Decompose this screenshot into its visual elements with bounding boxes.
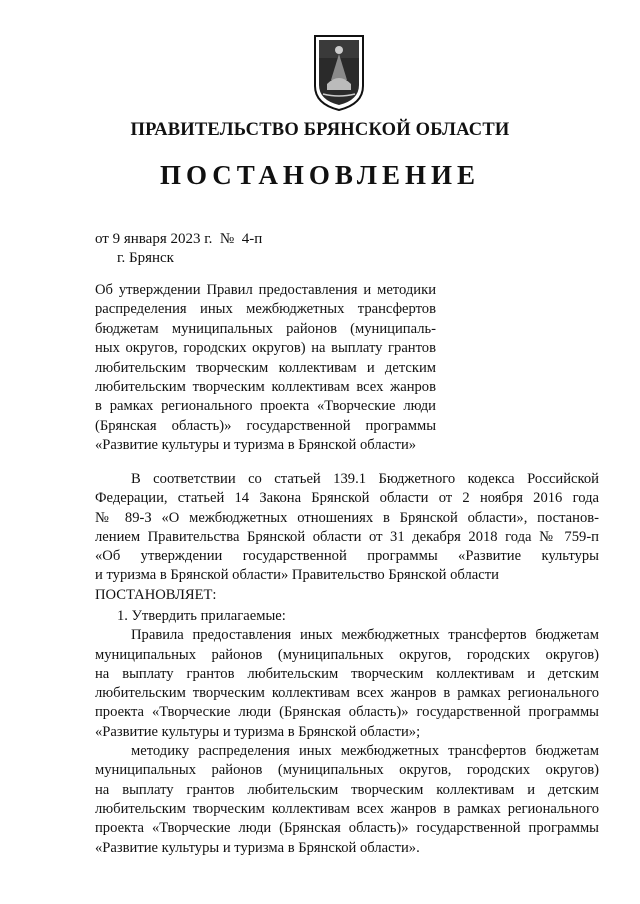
- method-line: любительским творческим коллективам всех жанров в рамках регионального: [95, 800, 599, 817]
- rules-line: на выплату грантов любительским творческим коллективам и детским: [95, 665, 599, 682]
- preamble-paragraph: [95, 470, 599, 605]
- subject-line: «Развитие культуры и туризма в Брянской области»: [95, 437, 417, 454]
- subject-line: любительским творческим коллективам и детским: [95, 359, 436, 376]
- point-1: 1. Утвердить прилагаемые:: [117, 608, 286, 624]
- subject-line: в рамках регионального проекта «Творческие люди: [95, 398, 436, 415]
- preamble-line: В соответствии со статьей 139.1 Бюджетного кодекса Российской: [131, 471, 599, 487]
- city: г. Брянск: [117, 250, 174, 266]
- preamble-line: Федерации, статьей 14 Закона Брянской области от 2 ноября 2016 года: [95, 490, 599, 507]
- subject-line: любительским творческим коллективам всех жанров: [95, 379, 436, 396]
- resolution-items: [95, 607, 599, 858]
- resolves-word: ПОСТАНОВЛЯЕТ:: [95, 586, 217, 603]
- preamble-line: № 89-З «О межбюджетных отношениях в Брянской области», постанов-: [95, 509, 599, 526]
- document-subject: [95, 281, 436, 456]
- organization-title: ПРАВИТЕЛЬСТВО БРЯНСКОЙ ОБЛАСТИ: [130, 120, 510, 140]
- method-line: муниципальных районов (муниципальных округов, городских округов): [95, 762, 599, 779]
- subject-line: (Брянская область)» государственной программы: [95, 417, 436, 434]
- rules-line: проекта «Творческие люди (Брянская область)» государственной программы: [95, 704, 599, 721]
- subject-line: распределения иных межбюджетных трансфертов: [95, 301, 436, 318]
- subject-line: Об утверждении Правил предоставления и методики: [95, 282, 436, 298]
- document-type-title: ПОСТАНОВЛЕНИЕ: [159, 160, 481, 190]
- method-line: методику распределения иных межбюджетных трансфертов бюджетам: [131, 743, 599, 760]
- method-line: на выплату грантов любительским творческим коллективам и детским: [95, 781, 599, 798]
- preamble-line: лением Правительства Брянской области от 31 декабря 2018 года № 759-п: [95, 528, 599, 545]
- subject-line: бюджетам муниципальных районов (муниципаль-: [95, 320, 436, 337]
- rules-line: любительским творческим коллективам всех жанров в рамках регионального: [95, 685, 599, 702]
- rules-line: Правила предоставления иных межбюджетных трансфертов бюджетам: [131, 627, 599, 644]
- coat-of-arms-icon: [311, 34, 367, 112]
- date-number: от 9 января 2023 г. № 4-п: [95, 231, 263, 247]
- preamble-line: и туризма в Брянской области» Правительство Брянской области: [95, 567, 499, 584]
- rules-line: муниципальных районов (муниципальных округов, городских округов): [95, 646, 599, 663]
- rules-line: «Развитие культуры и туризма в Брянской области»;: [95, 723, 421, 740]
- method-line: «Развитие культуры и туризма в Брянской области».: [95, 839, 420, 856]
- subject-line: ных округов, городских округов) на выплату грантов: [95, 340, 436, 357]
- preamble-line: «Об утверждении государственной программы «Развитие культуры: [95, 548, 599, 565]
- document-meta: [95, 230, 262, 268]
- method-line: проекта «Творческие люди (Брянская область)» государственной программы: [95, 820, 599, 837]
